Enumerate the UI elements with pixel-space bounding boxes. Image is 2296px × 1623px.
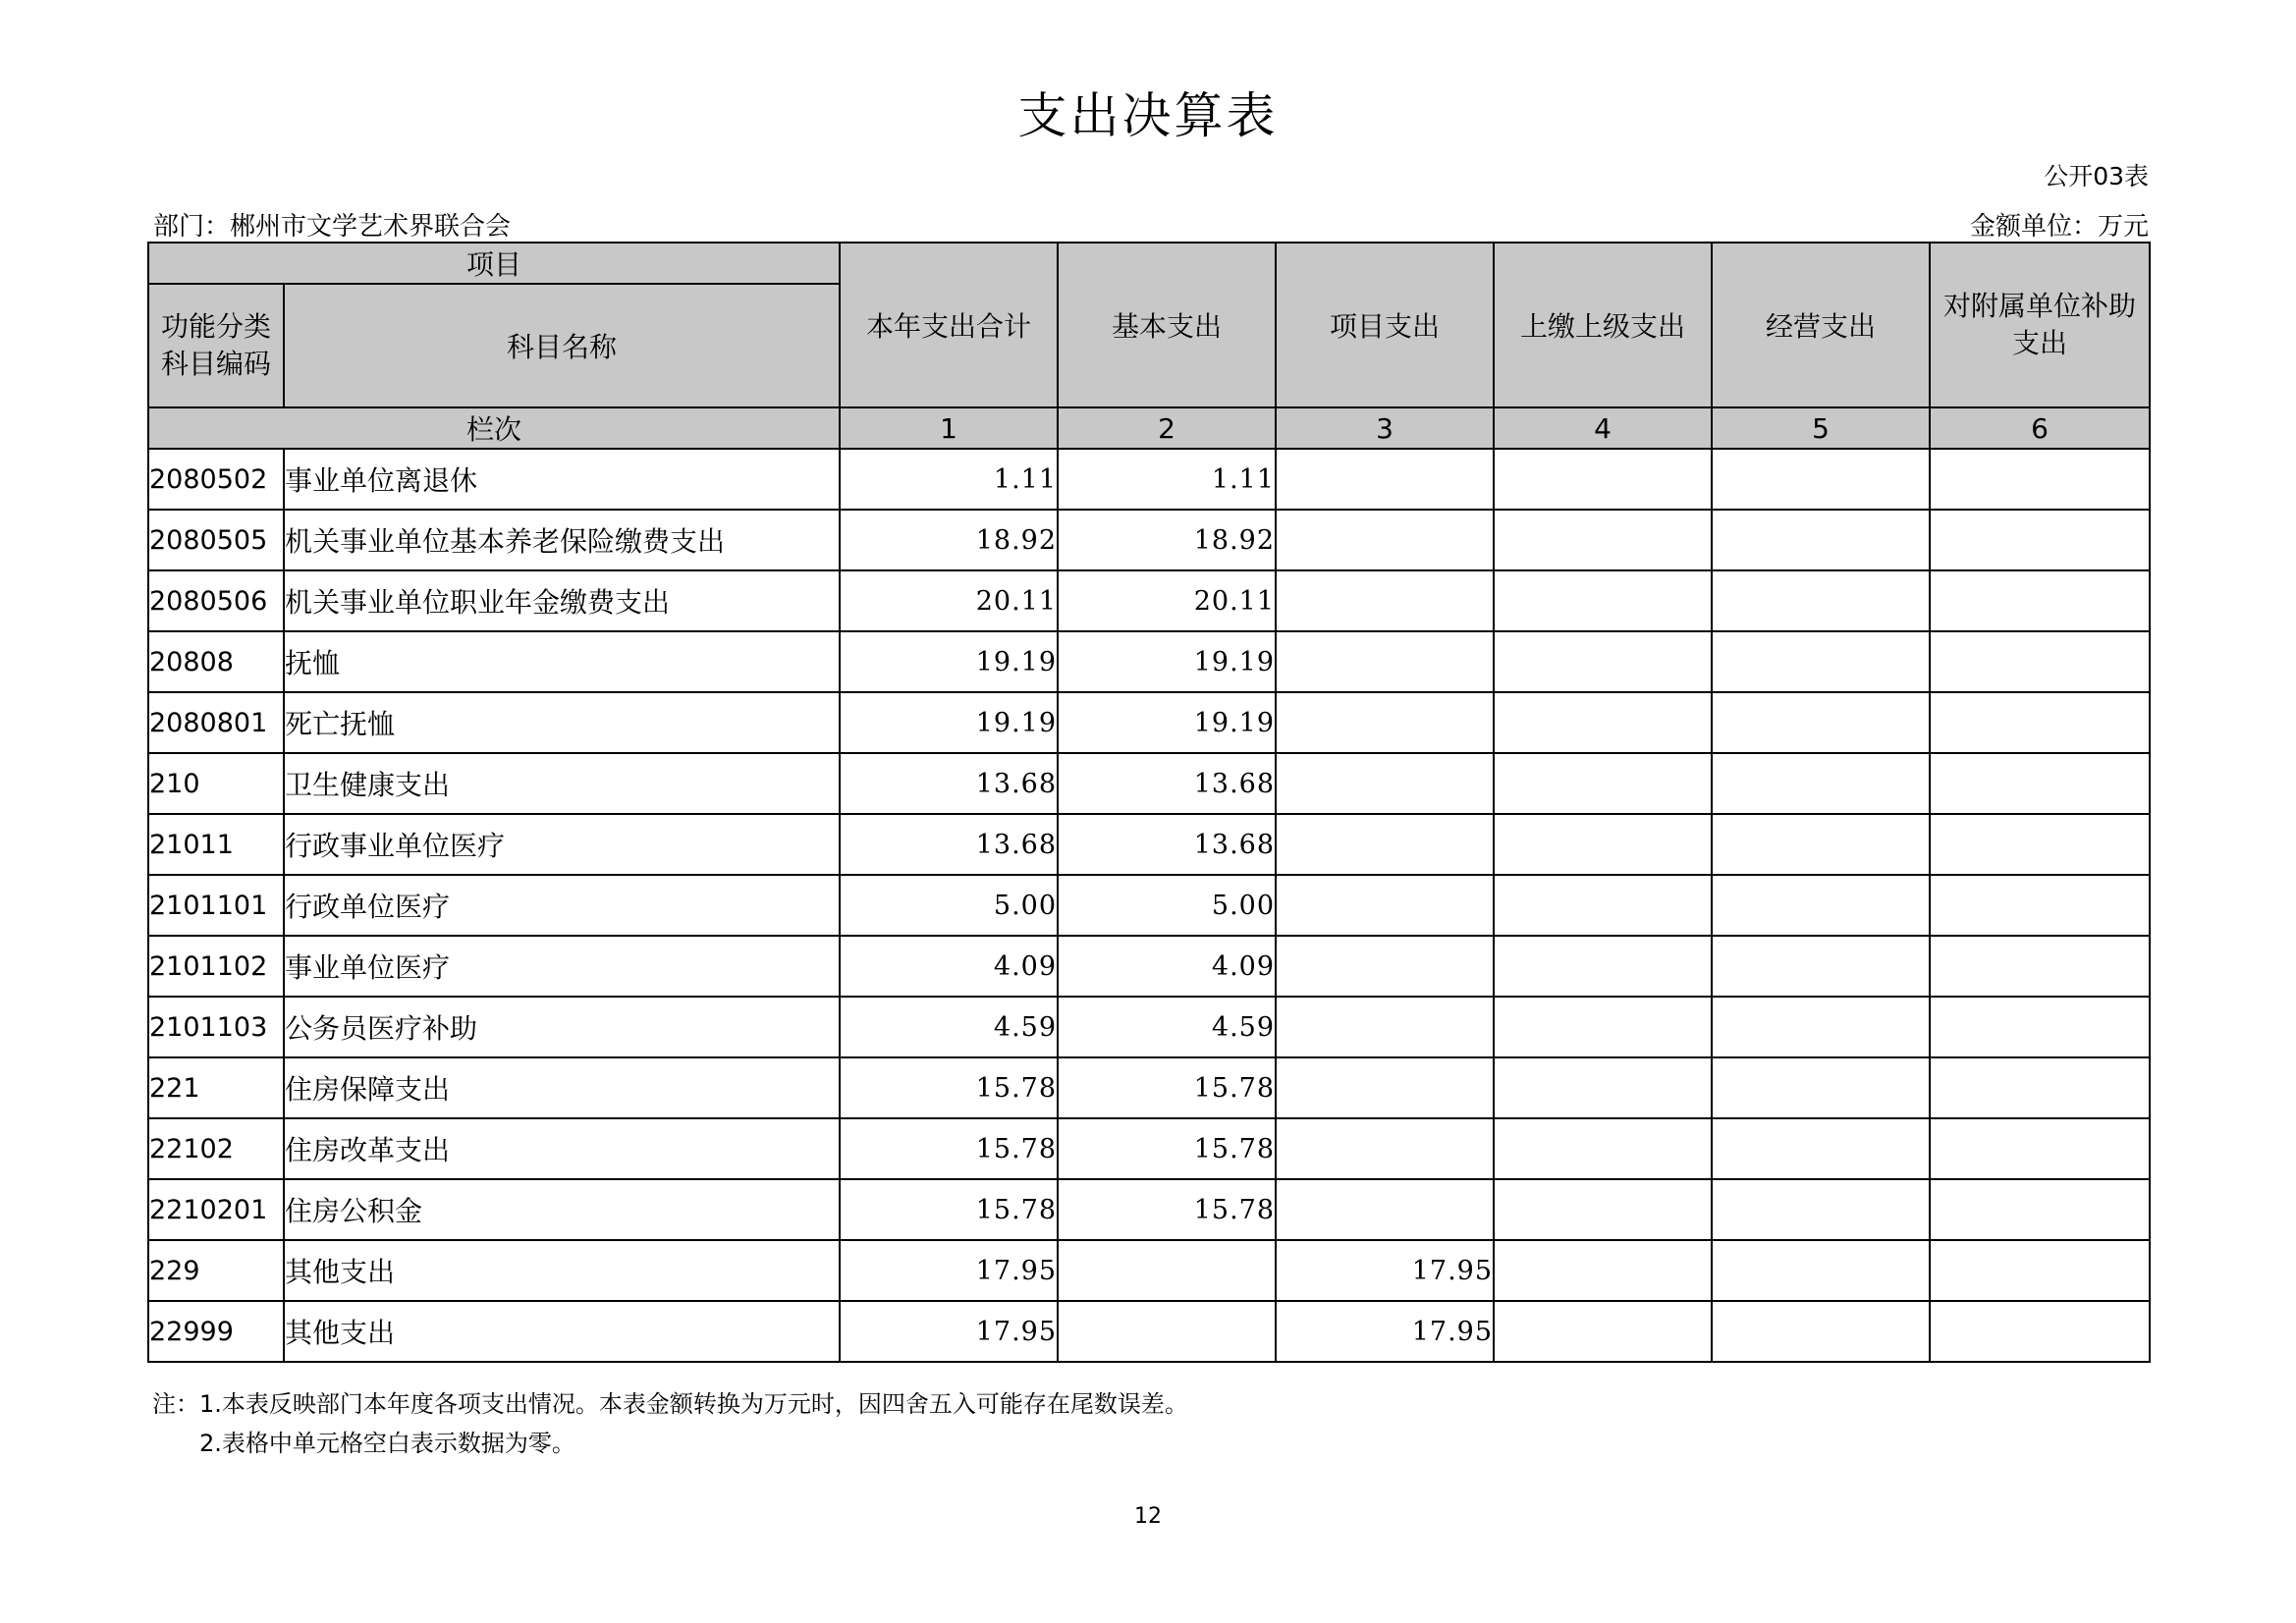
table-row [148, 753, 2150, 814]
subsidy-cell [1930, 936, 2150, 997]
func-code-cell: 2080801 [148, 692, 284, 753]
func-code-cell: 21011 [148, 814, 284, 875]
header-project: 项目 [148, 243, 840, 284]
project-cell [1276, 1179, 1494, 1240]
upper-cell [1494, 1301, 1712, 1362]
business-cell [1712, 814, 1930, 875]
func-code-cell: 210 [148, 753, 284, 814]
total-cell: 4.59 [840, 997, 1058, 1057]
project-cell [1276, 997, 1494, 1057]
subject-name-cell: 事业单位医疗 [284, 936, 840, 997]
expenditure-table [147, 242, 2151, 1363]
basic-cell: 1.11 [1058, 449, 1276, 510]
total-cell: 18.92 [840, 510, 1058, 570]
basic-cell: 15.78 [1058, 1179, 1276, 1240]
subject-name-cell: 行政单位医疗 [284, 875, 840, 936]
basic-cell: 19.19 [1058, 692, 1276, 753]
header-subject-name: 科目名称 [284, 284, 840, 407]
basic-cell: 15.78 [1058, 1118, 1276, 1179]
table-row [148, 936, 2150, 997]
department-label: 部门：郴州市文学艺术界联合会 [153, 212, 512, 242]
total-cell: 15.78 [840, 1179, 1058, 1240]
upper-cell [1494, 1179, 1712, 1240]
func-code-cell: 2080506 [148, 570, 284, 631]
business-cell [1712, 875, 1930, 936]
business-cell [1712, 1057, 1930, 1118]
subject-name-cell: 其他支出 [284, 1301, 840, 1362]
func-code-cell: 229 [148, 1240, 284, 1301]
header-basic: 基本支出 [1058, 243, 1276, 407]
header-column-row: 栏次 [148, 407, 840, 449]
column-index: 2 [1058, 407, 1276, 449]
table-row [148, 1301, 2150, 1362]
header-func-code: 功能分类科目编码 [148, 284, 284, 407]
table-row [148, 1240, 2150, 1301]
business-cell [1712, 936, 1930, 997]
subsidy-cell [1930, 875, 2150, 936]
subject-name-cell: 机关事业单位基本养老保险缴费支出 [284, 510, 840, 570]
page-number: 12 [1134, 1504, 1162, 1529]
total-cell: 17.95 [840, 1240, 1058, 1301]
basic-cell [1058, 1240, 1276, 1301]
notes [152, 1384, 1188, 1463]
total-cell: 17.95 [840, 1301, 1058, 1362]
upper-cell [1494, 510, 1712, 570]
column-index: 5 [1712, 407, 1930, 449]
page-title: 支出决算表 [1017, 87, 1279, 144]
header-subsidy: 对附属单位补助支出 [1930, 243, 2150, 407]
total-cell: 15.78 [840, 1057, 1058, 1118]
subsidy-cell [1930, 570, 2150, 631]
basic-cell: 5.00 [1058, 875, 1276, 936]
note-1: 注：1.本表反映部门本年度各项支出情况。本表金额转换为万元时，因四舍五入可能存在尾数误差。 [152, 1390, 1188, 1418]
header-upper: 上缴上级支出 [1494, 243, 1712, 407]
subject-name-cell: 住房公积金 [284, 1179, 840, 1240]
subsidy-cell [1930, 692, 2150, 753]
table-row [148, 1057, 2150, 1118]
subject-name-cell: 行政事业单位医疗 [284, 814, 840, 875]
project-cell [1276, 631, 1494, 692]
subsidy-cell [1930, 510, 2150, 570]
total-cell: 1.11 [840, 449, 1058, 510]
func-code-cell: 22999 [148, 1301, 284, 1362]
upper-cell [1494, 449, 1712, 510]
func-code-cell: 2101101 [148, 875, 284, 936]
upper-cell [1494, 753, 1712, 814]
table-row [148, 875, 2150, 936]
business-cell [1712, 1179, 1930, 1240]
business-cell [1712, 1301, 1930, 1362]
func-code-cell: 221 [148, 1057, 284, 1118]
table-row [148, 1118, 2150, 1179]
project-cell [1276, 814, 1494, 875]
business-cell [1712, 692, 1930, 753]
column-index: 1 [840, 407, 1058, 449]
upper-cell [1494, 1057, 1712, 1118]
subsidy-cell [1930, 1240, 2150, 1301]
table-row [148, 570, 2150, 631]
func-code-cell: 2101103 [148, 997, 284, 1057]
total-cell: 5.00 [840, 875, 1058, 936]
total-cell: 13.68 [840, 753, 1058, 814]
upper-cell [1494, 997, 1712, 1057]
column-index: 4 [1494, 407, 1712, 449]
project-cell: 17.95 [1276, 1301, 1494, 1362]
subsidy-cell [1930, 1301, 2150, 1362]
project-cell [1276, 449, 1494, 510]
upper-cell [1494, 1118, 1712, 1179]
subsidy-cell [1930, 753, 2150, 814]
table-row [148, 997, 2150, 1057]
project-cell [1276, 1118, 1494, 1179]
note-2: 2.表格中单元格空白表示数据为零。 [199, 1430, 575, 1457]
table-body [148, 449, 2150, 1362]
project-cell [1276, 1057, 1494, 1118]
subject-name-cell: 公务员医疗补助 [284, 997, 840, 1057]
column-index: 6 [1930, 407, 2150, 449]
business-cell [1712, 1240, 1930, 1301]
total-cell: 19.19 [840, 692, 1058, 753]
subsidy-cell [1930, 997, 2150, 1057]
header-total: 本年支出合计 [840, 243, 1058, 407]
header-project-exp: 项目支出 [1276, 243, 1494, 407]
business-cell [1712, 510, 1930, 570]
table-row [148, 1179, 2150, 1240]
subsidy-cell [1930, 1057, 2150, 1118]
upper-cell [1494, 936, 1712, 997]
business-cell [1712, 570, 1930, 631]
total-cell: 13.68 [840, 814, 1058, 875]
basic-cell [1058, 1301, 1276, 1362]
upper-cell [1494, 1240, 1712, 1301]
basic-cell: 13.68 [1058, 753, 1276, 814]
upper-cell [1494, 692, 1712, 753]
business-cell [1712, 753, 1930, 814]
func-code-cell: 2210201 [148, 1179, 284, 1240]
basic-cell: 4.59 [1058, 997, 1276, 1057]
subject-name-cell: 住房改革支出 [284, 1118, 840, 1179]
unit-label: 金额单位：万元 [1969, 212, 2149, 242]
upper-cell [1494, 631, 1712, 692]
subject-name-cell: 抚恤 [284, 631, 840, 692]
subject-name-cell: 其他支出 [284, 1240, 840, 1301]
basic-cell: 18.92 [1058, 510, 1276, 570]
func-code-cell: 20808 [148, 631, 284, 692]
table-row [148, 631, 2150, 692]
total-cell: 19.19 [840, 631, 1058, 692]
subject-name-cell: 死亡抚恤 [284, 692, 840, 753]
subsidy-cell [1930, 631, 2150, 692]
func-code-cell: 2080505 [148, 510, 284, 570]
table-row [148, 692, 2150, 753]
column-index: 3 [1276, 407, 1494, 449]
project-cell [1276, 936, 1494, 997]
business-cell [1712, 631, 1930, 692]
project-cell: 17.95 [1276, 1240, 1494, 1301]
table-header [148, 243, 2150, 449]
total-cell: 20.11 [840, 570, 1058, 631]
subject-name-cell: 卫生健康支出 [284, 753, 840, 814]
project-cell [1276, 753, 1494, 814]
basic-cell: 15.78 [1058, 1057, 1276, 1118]
upper-cell [1494, 814, 1712, 875]
table-row [148, 510, 2150, 570]
total-cell: 15.78 [840, 1118, 1058, 1179]
business-cell [1712, 997, 1930, 1057]
project-cell [1276, 510, 1494, 570]
upper-cell [1494, 570, 1712, 631]
func-code-cell: 2101102 [148, 936, 284, 997]
func-code-cell: 2080502 [148, 449, 284, 510]
basic-cell: 13.68 [1058, 814, 1276, 875]
project-cell [1276, 875, 1494, 936]
basic-cell: 19.19 [1058, 631, 1276, 692]
subject-name-cell: 机关事业单位职业年金缴费支出 [284, 570, 840, 631]
func-code-cell: 22102 [148, 1118, 284, 1179]
subsidy-cell [1930, 449, 2150, 510]
business-cell [1712, 1118, 1930, 1179]
table-row [148, 449, 2150, 510]
subject-name-cell: 事业单位离退休 [284, 449, 840, 510]
project-cell [1276, 570, 1494, 631]
upper-cell [1494, 875, 1712, 936]
subject-name-cell: 住房保障支出 [284, 1057, 840, 1118]
header-business: 经营支出 [1712, 243, 1930, 407]
total-cell: 4.09 [840, 936, 1058, 997]
basic-cell: 20.11 [1058, 570, 1276, 631]
subsidy-cell [1930, 1179, 2150, 1240]
project-cell [1276, 692, 1494, 753]
table-row [148, 814, 2150, 875]
subsidy-cell [1930, 1118, 2150, 1179]
basic-cell: 4.09 [1058, 936, 1276, 997]
form-code: 公开03表 [2044, 162, 2149, 190]
business-cell [1712, 449, 1930, 510]
subsidy-cell [1930, 814, 2150, 875]
